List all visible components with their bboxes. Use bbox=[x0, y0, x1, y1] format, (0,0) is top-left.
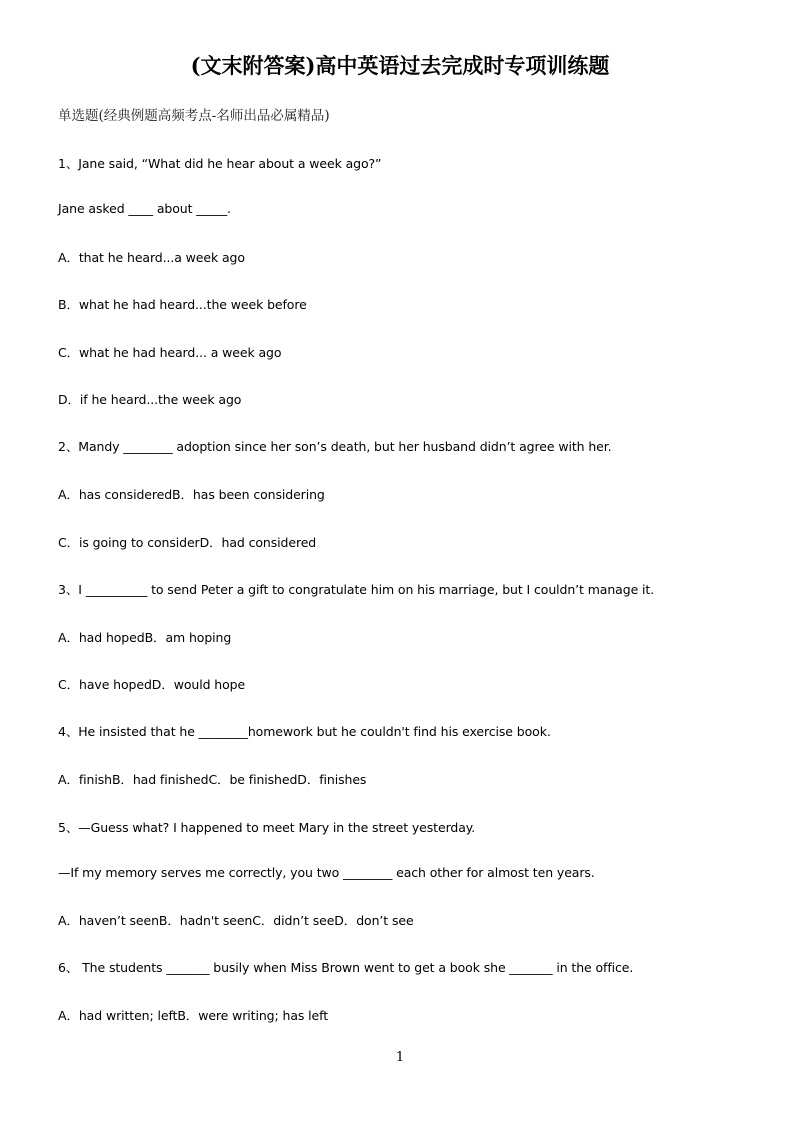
question-line: —If my memory serves me correctly, you two ________ each other for almost ten years. bbox=[58, 865, 595, 880]
page-number: 1 bbox=[395, 1050, 405, 1065]
option-line: D．if he heard...the week ago bbox=[58, 392, 242, 407]
question-line: Jane asked ____ about _____. bbox=[58, 201, 231, 216]
question-line: 6、 The students _______ busily when Miss Brown went to get a book she _______ in the office. bbox=[58, 960, 634, 975]
option-line: A．has consideredB．has been considering bbox=[58, 487, 325, 502]
section-label: 单选题(经典例题高频考点-名师出品必属精品) bbox=[58, 108, 330, 124]
option-line: A．that he heard...a week ago bbox=[58, 250, 245, 265]
question-line: 5、—Guess what? I happened to meet Mary in the street yesterday. bbox=[58, 820, 476, 835]
option-line: B．what he had heard...the week before bbox=[58, 297, 307, 312]
question-line: 1、Jane said, “What did he hear about a week ago?” bbox=[58, 156, 382, 171]
option-line: C．have hopedD．would hope bbox=[58, 677, 246, 692]
option-line: A．had hopedB．am hoping bbox=[58, 630, 232, 645]
option-line: C．is going to considerD．had considered bbox=[58, 535, 317, 550]
document-title: (文末附答案)高中英语过去完成时专项训练题 bbox=[190, 53, 610, 78]
option-line: A．finishB．had finishedC．be finishedD．finishes bbox=[58, 772, 367, 787]
option-line: A．had written; leftB．were writing; has left bbox=[58, 1008, 329, 1023]
question-line: 4、He insisted that he ________homework but he couldn't find his exercise book. bbox=[58, 724, 551, 739]
question-line: 3、I __________ to send Peter a gift to congratulate him on his marriage, but I couldn’t manage it. bbox=[58, 582, 655, 597]
question-line: 2、Mandy ________ adoption since her son’s death, but her husband didn’t agree with her. bbox=[58, 439, 612, 454]
option-line: C．what he had heard... a week ago bbox=[58, 345, 282, 360]
option-line: A．haven’t seenB．hadn't seenC．didn’t seeD．don’t see bbox=[58, 913, 414, 928]
